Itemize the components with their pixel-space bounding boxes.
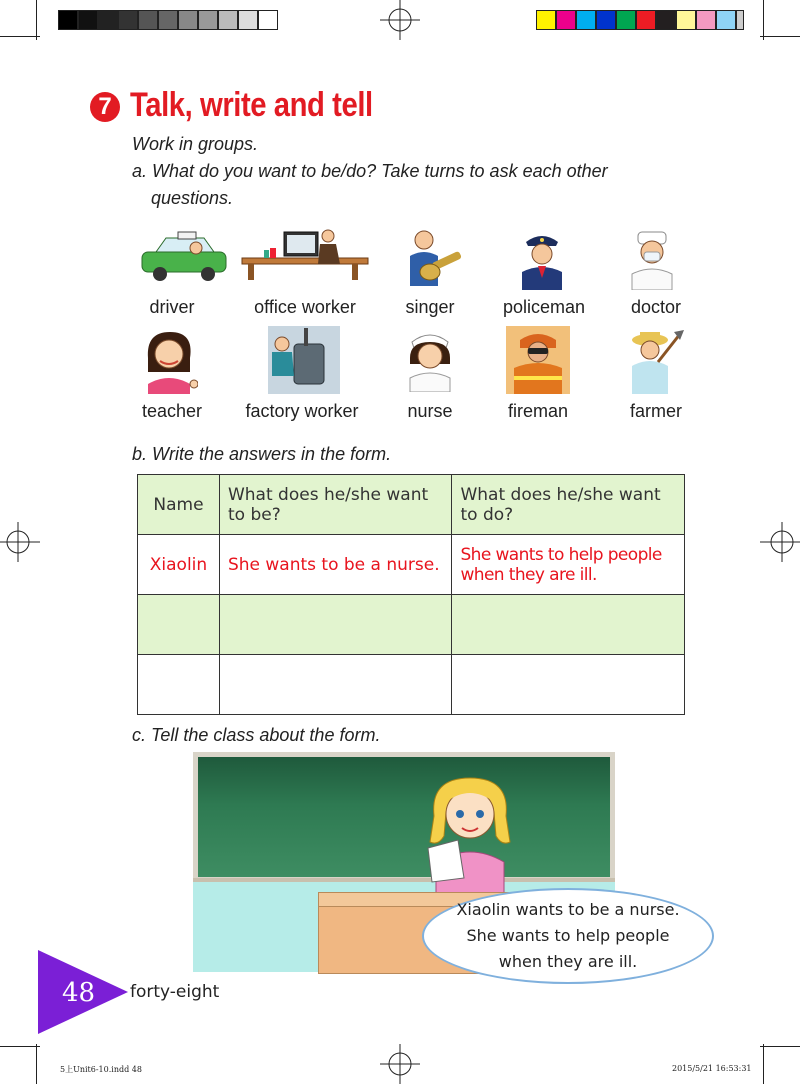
cell-be: She wants to be a nurse.	[219, 535, 452, 595]
fireman-icon	[506, 326, 570, 394]
page-number: 48	[62, 978, 96, 1008]
job-label-teacher: teacher	[141, 401, 203, 421]
taxi-driver-icon	[138, 230, 230, 282]
job-label-factory-worker: factory worker	[245, 401, 359, 421]
table-row	[138, 535, 685, 595]
cell-do[interactable]	[452, 655, 685, 715]
section-title: Talk, write and tell	[130, 86, 373, 124]
job-label-fireman: fireman	[507, 401, 569, 421]
instruction-b: b. Write the answers in the form.	[132, 444, 392, 464]
job-label-nurse: nurse	[407, 401, 453, 421]
speech-line-2: She wants to help people	[466, 926, 670, 945]
section-number: 7	[98, 93, 112, 120]
table-row	[138, 655, 685, 715]
header-name: Name	[138, 475, 220, 535]
page-number-words: forty-eight	[130, 982, 220, 1002]
job-label-farmer: farmer	[629, 401, 682, 421]
job-label-driver: driver	[149, 297, 195, 317]
cell-do: She wants to help people when they are ill.	[452, 535, 685, 595]
speech-line-3: when they are ill.	[498, 952, 638, 971]
speech-bubble	[422, 888, 714, 984]
job-label-office-worker: office worker	[254, 297, 356, 317]
cell-name[interactable]	[138, 655, 220, 715]
cell-be[interactable]	[219, 595, 452, 655]
singer-icon	[404, 228, 470, 290]
factory-worker-icon	[268, 326, 340, 394]
job-label-doctor: doctor	[630, 297, 682, 317]
policeman-icon	[518, 230, 566, 290]
cell-name[interactable]	[138, 595, 220, 655]
doctor-icon	[628, 230, 676, 290]
cell-name: Xiaolin	[138, 535, 220, 595]
cell-do[interactable]	[452, 595, 685, 655]
blackboard	[198, 757, 610, 877]
header-be: What does he/she want to be?	[219, 475, 452, 535]
answer-form-table	[137, 474, 685, 715]
table-row	[138, 595, 685, 655]
instruction-intro: Work in groups.	[132, 134, 259, 154]
print-slug-file: 5上Unit6-10.indd 48	[60, 1065, 142, 1074]
farmer-icon	[622, 328, 684, 394]
print-slug-date: 2015/5/21 16:53:31	[672, 1064, 752, 1073]
instruction-c: c. Tell the class about the form.	[132, 725, 381, 745]
job-label-singer: singer	[405, 297, 455, 317]
section-number-badge	[90, 92, 120, 122]
office-worker-icon	[240, 228, 372, 282]
girl-presenter-icon	[418, 772, 526, 894]
speech-line-1: Xiaolin wants to be a nurse.	[456, 900, 680, 919]
nurse-icon	[404, 328, 456, 392]
teacher-icon	[140, 328, 198, 394]
job-label-policeman: policeman	[502, 297, 586, 317]
header-do: What does he/she want to do?	[452, 475, 685, 535]
instruction-a-line1: a. What do you want to be/do? Take turns to ask each other	[132, 161, 608, 181]
instruction-a-line2: questions.	[151, 188, 234, 208]
table-header-row	[138, 475, 685, 535]
cell-be[interactable]	[219, 655, 452, 715]
